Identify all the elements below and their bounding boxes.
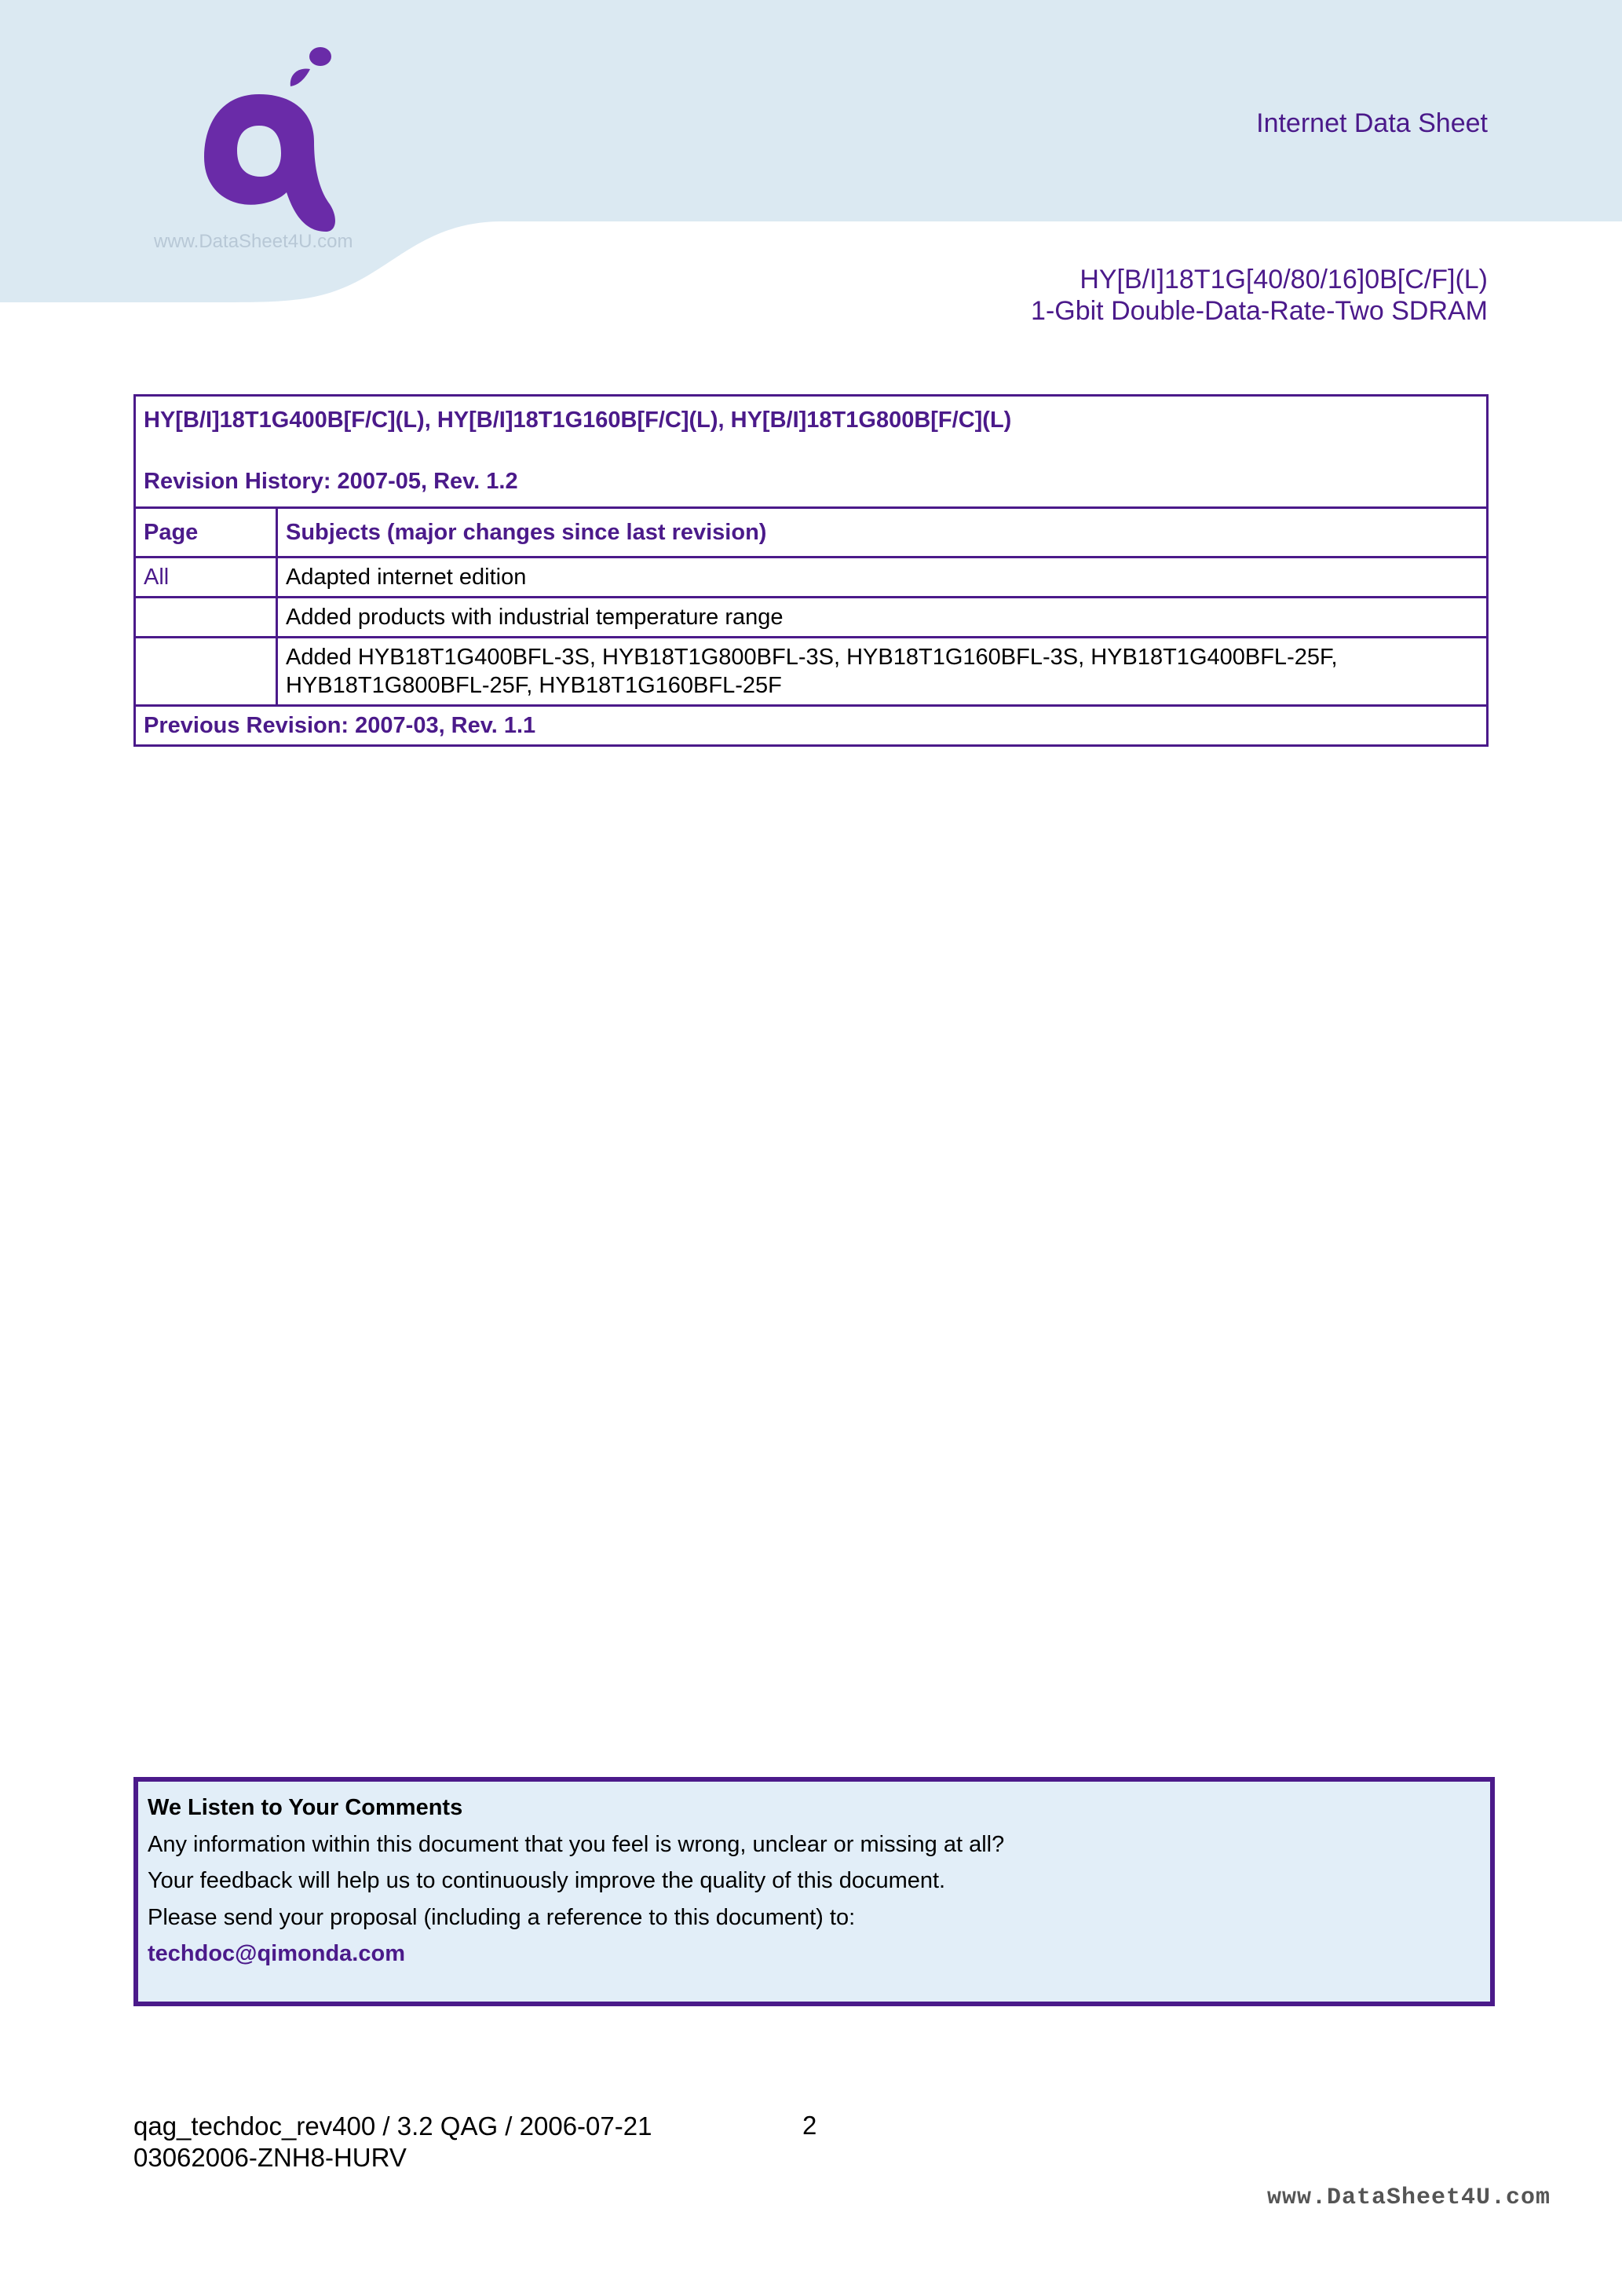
table-row bbox=[135, 558, 1488, 598]
row-subject-line1: Added HYB18T1G400BFL-3S, HYB18T1G800BFL-3S, HYB18T1G160BFL-3S, HYB18T1G400BFL-25F, bbox=[286, 645, 1338, 670]
revision-header-cell bbox=[135, 396, 1488, 508]
feedback-box bbox=[133, 1777, 1495, 2006]
table-row bbox=[135, 598, 1488, 638]
footer-doc-ref: qag_techdoc_rev400 / 3.2 QAG / 2006-07-21 bbox=[133, 2111, 652, 2141]
row-page bbox=[135, 638, 277, 706]
part-description: 1-Gbit Double-Data-Rate-Two SDRAM bbox=[1031, 296, 1488, 326]
feedback-line: Please send your proposal (including a reference to this document) to: bbox=[148, 1904, 856, 1930]
row-subject: Added products with industrial temperature range bbox=[277, 598, 1488, 638]
column-header-subjects: Subjects (major changes since last revision) bbox=[277, 508, 1488, 558]
feedback-email-link[interactable]: techdoc@qimonda.com bbox=[148, 1941, 405, 1966]
page-number: 2 bbox=[802, 2111, 817, 2140]
qimonda-logo bbox=[196, 39, 338, 243]
previous-revision: Previous Revision: 2007-03, Rev. 1.1 bbox=[135, 706, 1488, 746]
footer-doc-id: 03062006-ZNH8-HURV bbox=[133, 2143, 407, 2172]
row-subject: Adapted internet edition bbox=[277, 558, 1488, 598]
footer-doc-info bbox=[133, 2111, 652, 2174]
part-number: HY[B/I]18T1G[40/80/16]0B[C/F](L) bbox=[1080, 265, 1488, 294]
watermark-top: www.DataSheet4U.com bbox=[154, 231, 353, 252]
row-page: All bbox=[135, 558, 277, 598]
feedback-title: We Listen to Your Comments bbox=[148, 1795, 463, 1820]
revision-history-table bbox=[133, 394, 1489, 747]
column-header-page: Page bbox=[135, 508, 277, 558]
row-subject-line2: HYB18T1G800BFL-25F, HYB18T1G160BFL-25F bbox=[286, 673, 782, 698]
feedback-line: Your feedback will help us to continuously improve the quality of this document. bbox=[148, 1868, 946, 1893]
row-subject bbox=[277, 638, 1488, 706]
revision-history-title: Revision History: 2007-05, Rev. 1.2 bbox=[144, 469, 518, 494]
feedback-line: Any information within this document that you feel is wrong, unclear or missing at all? bbox=[148, 1831, 1005, 1857]
product-list: HY[B/I]18T1G400B[F/C](L), HY[B/I]18T1G160B[F/C](L), HY[B/I]18T1G800B[F/C](L) bbox=[144, 408, 1012, 433]
table-row bbox=[135, 638, 1488, 706]
watermark-bottom: www.DataSheet4U.com bbox=[1267, 2184, 1551, 2211]
part-title bbox=[1031, 264, 1488, 327]
doc-type-label: Internet Data Sheet bbox=[1256, 108, 1488, 138]
row-page bbox=[135, 598, 277, 638]
